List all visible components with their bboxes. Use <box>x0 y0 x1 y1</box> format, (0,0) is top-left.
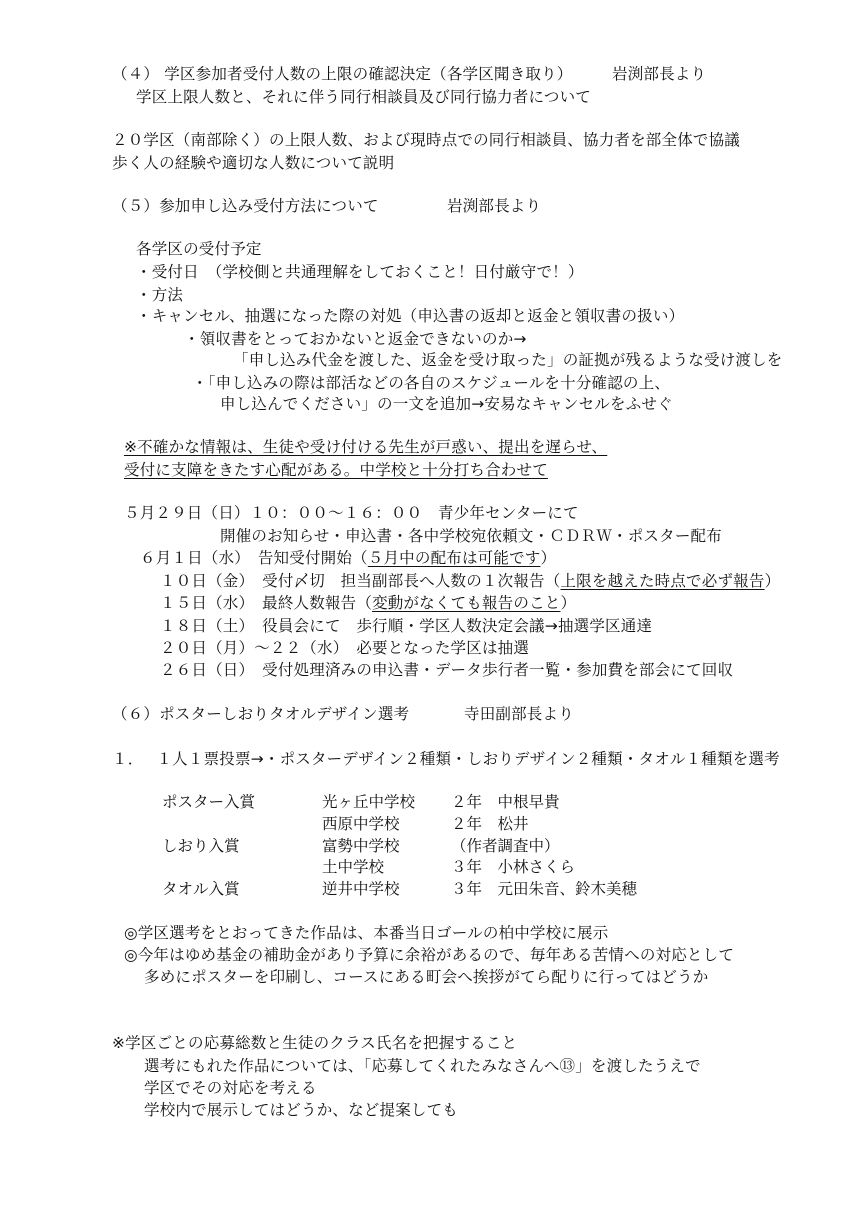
award-school: 光ヶ丘中学校 <box>322 793 416 811</box>
warning-note-1: ※不確かな情報は、生徒や受け付ける先生が戸惑い、提出を遅らせ、 <box>124 438 608 456</box>
award-detail: ３年 元田朱音、鈴木美穂 <box>451 880 638 898</box>
section4-heading: （４） 学区参加者受付人数の上限の確認決定（各学区聞き取り） <box>112 65 573 83</box>
count-note-line2: 選考にもれた作品については、「応募してくれたみなさんへ⑬」を渡したうえで <box>144 1057 701 1075</box>
bullet-receipt: ・領収書をとっておかないと返金できないのか→ <box>184 330 527 348</box>
schedule-may29: ５月２９日（日）１０：００～１６：００ 青少年センターにて <box>124 504 579 522</box>
budget-note: ◎今年はゆめ基金の補助金があり予算に余裕があるので、毎年ある苦情への対応として <box>124 946 735 964</box>
schedule-jun10: １０日（金） 受付〆切 担当副部長へ人数の１次報告（上限を越えた時点で必ず報告） <box>160 572 781 590</box>
award-school: 土中学校 <box>322 858 385 876</box>
bullet-schedule-check: ・「申し込みの際は部活などの各自のスケジュールを十分確認の上、 <box>192 374 671 392</box>
count-note-line4: 学校内で展示してはどうか、など提案しても <box>144 1101 459 1119</box>
award-detail: ３年 小林さくら <box>451 858 576 876</box>
section5-heading: （５）参加申し込み受付方法について <box>112 197 379 215</box>
schedule-jun1: ６月１日（水） 告知受付開始（５月中の配布は可能です） <box>140 549 557 567</box>
schedule-may29-detail: 開催のお知らせ・申込書・各中学校宛依頼文・ＣＤＲＷ・ポスター配布 <box>220 527 722 545</box>
award-detail: （作者調査中） <box>451 837 560 855</box>
award-category: ポスター入賞 <box>162 793 256 811</box>
schedule-jun15: １５日（水） 最終人数報告（変動がなくても報告のこと） <box>160 594 577 612</box>
bullet-receipt-detail: 「申し込み代金を渡した、返金を受け取った」の証拠が残るような受け渡しを <box>233 351 783 369</box>
section5-speaker: 岩渕部長より <box>447 197 542 215</box>
plan-title: 各学区の受付予定 <box>136 240 262 258</box>
bullet-cancel: ・キャンセル、抽選になった際の対処（申込書の返却と返金と領収書の扱い） <box>136 307 685 325</box>
bullet-schedule-check-cont: 申し込んでください」の一文を追加→安易なキャンセルをふせぐ <box>220 395 673 413</box>
award-detail: ２年 松井 <box>451 815 529 833</box>
award-school: 西原中学校 <box>322 815 400 833</box>
exhibit-note: ◎学区選考をとおってきた作品は、本番当日ゴールの柏中学校に展示 <box>124 924 609 942</box>
budget-note-cont: 多めにポスターを印刷し、コースにある町会へ挨拶がてら配りに行ってはどうか <box>144 968 709 986</box>
award-category: タオル入賞 <box>162 880 240 898</box>
award-school: 富勢中学校 <box>322 837 400 855</box>
section4-paragraph-2: 歩く人の経験や適切な人数について説明 <box>112 154 395 172</box>
section6-heading: （６）ポスターしおりタオルデザイン選考 <box>112 705 410 723</box>
award-school: 逆井中学校 <box>322 880 400 898</box>
section4-subtitle: 学区上限人数と、それに伴う同行相談員及び同行協力者について <box>136 88 591 106</box>
section4-paragraph-1: ２０学区（南部除く）の上限人数、および現時点での同行相談員、協力者を部全体で協議 <box>112 131 741 149</box>
vote-item: １． １人１票投票→・ポスターデザイン２種類・しおりデザイン２種類・タオル１種類を選考 <box>112 750 780 768</box>
schedule-jun26: ２６日（日） 受付処理済みの申込書・データ歩行者一覧・参加費を部会にて回収 <box>160 661 734 679</box>
count-note-line3: 学区でその対応を考える <box>144 1079 317 1097</box>
award-category: しおり入賞 <box>162 837 240 855</box>
schedule-jun18: １８日（土） 役員会にて 歩行順・学区人数決定会議→抽選学区通達 <box>160 617 653 635</box>
section4-speaker: 岩渕部長より <box>612 65 707 83</box>
schedule-jun20: ２０日（月）～２２（水） 必要となった学区は抽選 <box>160 639 530 657</box>
warning-note-2: 受付に支障をきたす心配がある。中学校と十分打ち合わせて <box>124 461 548 479</box>
bullet-method: ・方法 <box>136 286 184 304</box>
section6-speaker: 寺田副部長より <box>464 705 574 723</box>
count-note: ※学区ごとの応募総数と生徒のクラス氏名を把握すること <box>112 1034 518 1052</box>
award-detail: ２年 中根早貴 <box>451 793 560 811</box>
bullet-reception-date: ・受付日 （学校側と共通理解をしておくこと！日付厳守で！） <box>136 263 584 281</box>
